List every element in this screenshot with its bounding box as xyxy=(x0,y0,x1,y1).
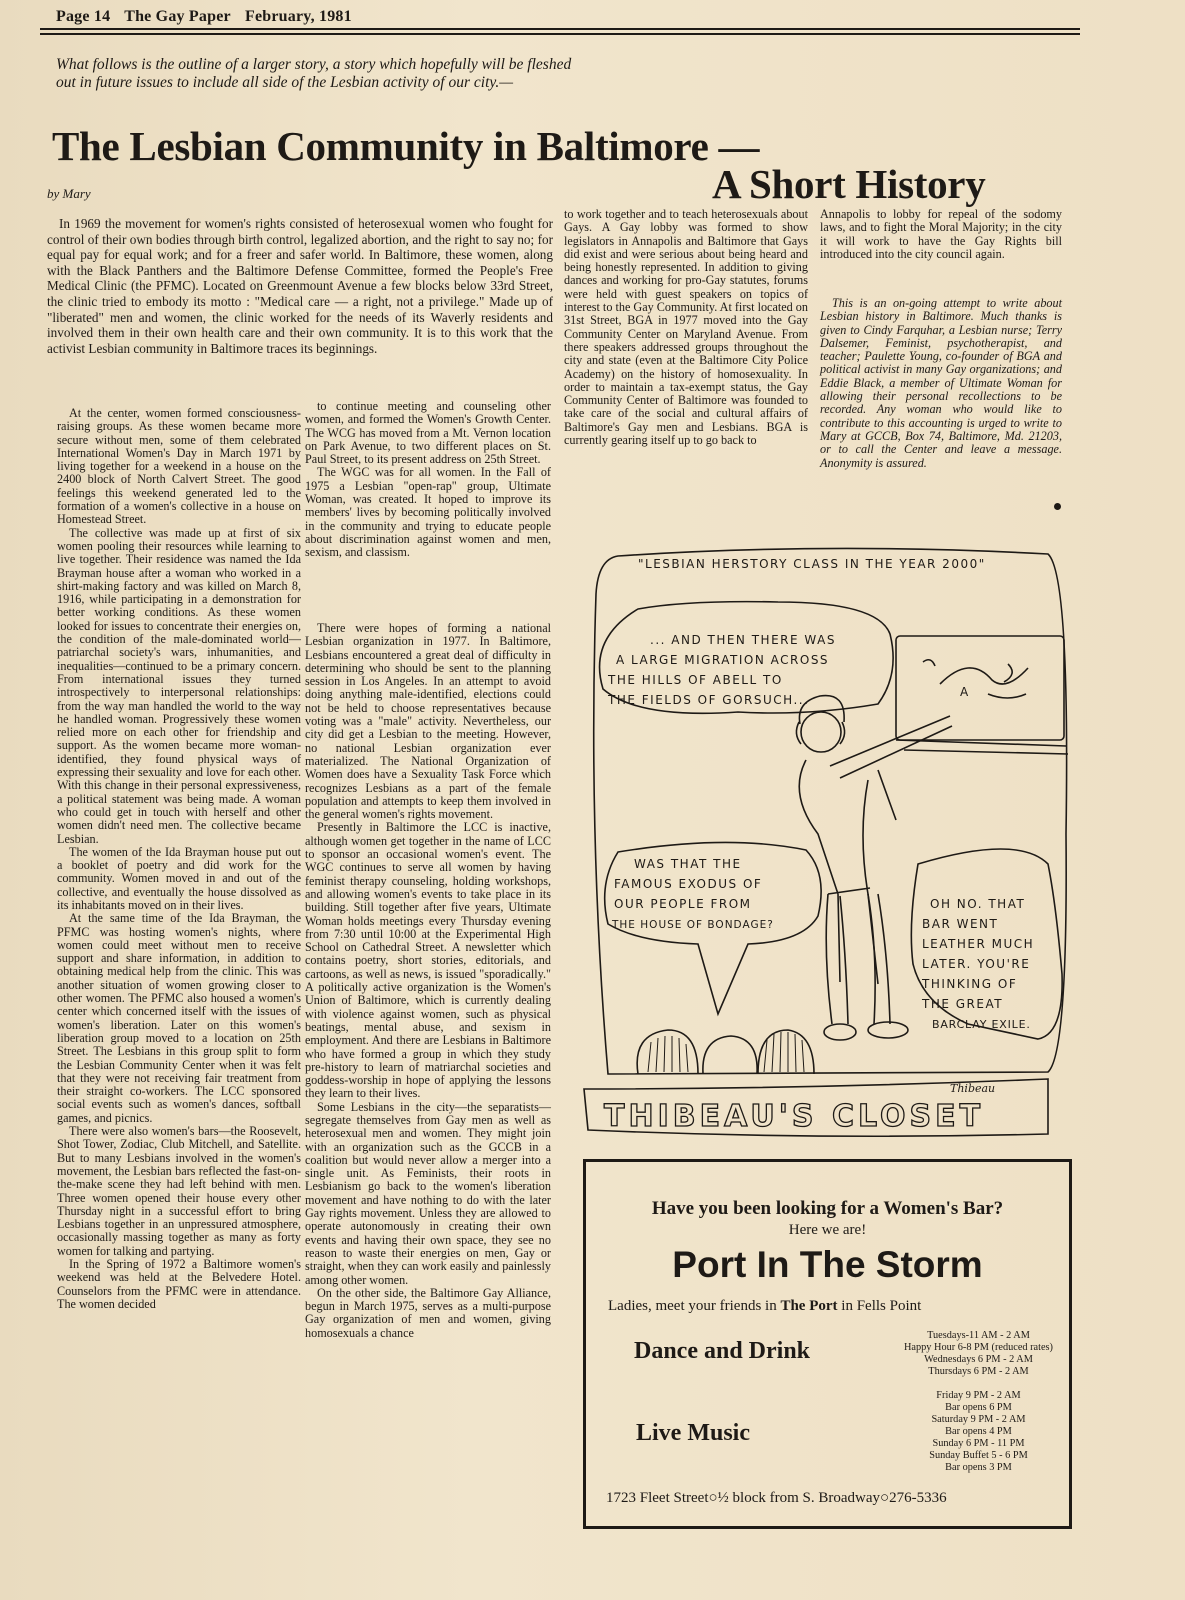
paragraph: At the center, women formed consciousness-raising groups. As these women became more secure without men, some of them celebrated International Women's Day in March 1971 by living together for a weekend in a house on the 2400 block of North Calvert Street. The good feelings this weekend generated led to the formation of a women's collective in a house on Homestead Street. xyxy=(57,406,301,527)
hours-line: Sunday Buffet 5 - 6 PM xyxy=(929,1450,1028,1461)
acknowledgements xyxy=(820,297,1062,470)
page-header xyxy=(56,8,362,26)
paper-name: The Gay Paper xyxy=(124,8,231,25)
student-head-2 xyxy=(703,1036,757,1074)
column-1 xyxy=(57,407,301,1311)
paragraph: Some Lesbians in the city—the separatists—segregate themselves from Gay men as well as heterosexual men and women. They might join with an organization such as the GCCB in a coalition but would never allow a merger into a single unit. As Feminists, their roots in Lesbianism go back to the women's liberation movement and have nothing to do with the later Gay rights movement. Unless they are allowed to operate autonomously in creating their own events and having their own space, they see no reason to waste their energies on men, Gay or straight, when they can work easily and painlessly among other women. xyxy=(305,1099,551,1287)
board-scribble xyxy=(923,660,1028,698)
chalk-ledge xyxy=(896,740,1068,754)
bubble-2-line: THE HOUSE OF BONDAGE? xyxy=(612,919,774,931)
issue-date: February, 1981 xyxy=(245,8,352,25)
hours-line: Sunday 6 PM - 11 PM xyxy=(932,1438,1025,1449)
teacher-legs xyxy=(826,894,890,1024)
hours-spacer xyxy=(886,1378,1071,1390)
bubble-3-line: LATER. YOU'RE xyxy=(922,957,1031,971)
hours-line: Happy Hour 6-8 PM (reduced rates) xyxy=(904,1342,1053,1353)
hours-line: Wednesdays 6 PM - 2 AM xyxy=(924,1354,1033,1365)
paragraph: Annapolis to lobby for repeal of the sodomy laws, and to fight the Moral Majority; in the city it will work to have the Gay Rights bill introduced into the city council again. xyxy=(820,207,1062,261)
cartoonist-signature: Thibeau xyxy=(950,1082,996,1095)
cartoon-caption: "LESBIAN HERSTORY CLASS IN THE YEAR 2000" xyxy=(638,557,986,571)
cartoon-banner: THIBEAU'S CLOSET xyxy=(604,1099,985,1134)
paragraph: At the same time of the Ida Brayman, the PFMC was hosting women's nights, where women could meet without men to receive support and share information, in addition to obtaining medical help from the clinic. This was another situation of women growing closer to other women. The PFMC also housed a women's center which concerned itself with the issues of women's liberation. Later on this women's liberation group moved to a location on 25th Street. The Lesbians in this group split to form the Lesbian Community Center when it was felt that they were not receiving fair treatment from their straight co-workers. The LCC sponsored social events such as women's dances, softball games, and picnics. xyxy=(57,911,301,1125)
bubble-3-line: BAR WENT xyxy=(922,917,999,931)
student-head-1 xyxy=(637,1030,698,1074)
hours-line: Bar opens 6 PM xyxy=(945,1402,1012,1413)
hours-line: Bar opens 3 PM xyxy=(945,1462,1012,1473)
chalkboard xyxy=(896,636,1064,740)
circle-separator-icon: ○ xyxy=(708,1490,718,1506)
student-head-3 xyxy=(758,1030,814,1074)
teacher-head xyxy=(801,712,841,752)
bubble-1-line: ... AND THEN THERE WAS xyxy=(650,633,836,647)
hours-line: Bar opens 4 PM xyxy=(945,1426,1012,1437)
ad-location-note: ½ block from S. Broadway xyxy=(717,1490,881,1506)
bubble-2-line: FAMOUS EXODUS OF xyxy=(614,877,763,891)
ad-music: Live Music xyxy=(636,1420,750,1446)
cartoon-illustration xyxy=(578,534,1078,1142)
paragraph: to work together and to teach heterosexuals about Gays. A Gay lobby was formed to show legislators in Annapolis and Baltimore that Gays did exist and were serious about being heard and being honestly represented. In addition to giving dances and working for pro-Gay statutes, forums were held with guest speakers on topics of interest to the Gay Community. At first located on 31st Street, BGA in 1977 moved into the Gay Community Center on Maryland Avenue. From there speakers addressed groups throughout the city and state (even at the Baltimore City Police Academy) on the history of homosexuality. In order to maintain a tax-exempt status, the Gay Community Center of Baltimore was founded to take care of the social and cultural affairs of Baltimore's Gay men and Lesbians. BGA is currently gearing itself up to go back to xyxy=(564,207,808,448)
hours-line: Saturday 9 PM - 2 AM xyxy=(931,1414,1026,1425)
bubble-2-text xyxy=(611,857,774,931)
teacher-shoe-left xyxy=(824,1024,856,1040)
bubble-2-line: OUR PEOPLE FROM xyxy=(614,897,752,911)
page-number: Page 14 xyxy=(56,8,111,25)
bubble-3-line: THINKING OF xyxy=(922,977,1018,991)
end-mark xyxy=(1054,503,1061,510)
paragraph: There were hopes of forming a national Lesbian organization in 1977. In Baltimore, Lesbians encountered a great deal of difficulty in determining who should be sent to the planning session in Los Angeles. In an attempt to avoid doing anything male-identified, elections could not be held to choose representatives because voting was a "male" activity. Nevertheless, our city did get a Lesbian to the meeting. However, no national Lesbian organization ever materialized. The National Organization of Women does have a Sexuality Task Force which recognizes Lesbians as a part of the female population and attempts to keep them involved in the general women's rights movement. xyxy=(305,621,551,822)
paragraph: This is an on-going attempt to write about Lesbian history in Baltimore. Much thanks is given to Cindy Farquhar, a Lesbian nurse; Terry Dalsemer, Feminist, psychotherapist, and teacher; Paulette Young, co-founder of BGA and political activist in many Gay organizations; and Eddie Black, a member of Ultimate Woman for allowing their personal recollections to be recorded. Any woman who would like to contribute to this accounting is urged to write to Mary at GCCB, Box 74, Baltimore, Md. 21203, or to call the Center and leave a message. Anonymity is assured. xyxy=(820,296,1062,470)
ad-tagline-post: in Fells Point xyxy=(837,1298,922,1314)
bubble-3-line: OH NO. THAT xyxy=(930,897,1026,911)
paragraph: Presently in Baltimore the LCC is inactive, although women get together in the name of LCC to sponsor an occasional women's event. The WGC continues to serve all women by having feminist therapy counseling, holding workshops, and allowing women's events to take place in its building. Still together after five years, Ultimate Woman holds meetings every Thursday evening from 7:30 until 10:00 at the Experimental High School on Cathedral Street. A newsletter which contains poetry, short stories, editorials, and cartoons, as well as news, is issued "sporadically." A politically active organization is the Women's Union of Baltimore, which is currently dealing with violence against women, such as physical beatings, mental abuse, and sexism in employment. And there are Lesbians in Baltimore who have formed a group in which they study pre-history to learn of matriarchal societies and goddess-worship in hope of applying the lessons they learn to their lives. xyxy=(305,820,551,1101)
byline: by Mary xyxy=(47,186,91,201)
paragraph: The women of the Ida Brayman house put out a booklet of poetry and did work for the community. Women moved in and out of the collective, and eventually the house dissolved as its inhabitants moved on in their lives. xyxy=(57,844,301,912)
paragraph: On the other side, the Baltimore Gay Alliance, begun in March 1975, serves as a multi-purpose Gay organization of men and women, giving homosexuals a chance xyxy=(305,1285,551,1340)
teacher-arm xyxy=(830,716,952,820)
ad-hours xyxy=(886,1330,1071,1474)
bubble-3-line: THE GREAT xyxy=(922,997,1004,1011)
circle-separator-icon: ○ xyxy=(880,1490,890,1506)
bubble-1-text xyxy=(607,633,836,707)
header-rule-double xyxy=(40,33,1080,35)
advertisement-port-in-the-storm xyxy=(583,1159,1072,1529)
ad-headline: Have you been looking for a Women's Bar? xyxy=(651,1198,1004,1219)
header-rule xyxy=(40,28,1080,30)
ad-address-line xyxy=(606,1490,947,1507)
ad-tagline-pre: Ladies, meet your friends in xyxy=(608,1298,781,1314)
board-label: A xyxy=(960,685,970,699)
column-2-top xyxy=(305,400,551,560)
student-hair-strokes xyxy=(648,1032,804,1072)
bubble-3-text xyxy=(921,897,1034,1031)
ad-subhead: Here we are! xyxy=(788,1222,867,1238)
ad-tagline xyxy=(608,1298,921,1315)
hours-line: Thursdays 6 PM - 2 AM xyxy=(928,1366,1029,1377)
hours-line: Tuesdays-11 AM - 2 AM xyxy=(927,1330,1030,1341)
column-3 xyxy=(564,208,808,447)
bubble-3-line: LEATHER MUCH xyxy=(922,937,1035,951)
bubble-1-line: THE FIELDS OF GORSUCH... xyxy=(608,693,810,707)
cartoon-frame xyxy=(594,548,1067,1074)
ad-address: 1723 Fleet Street xyxy=(606,1490,709,1506)
lead-paragraph xyxy=(47,216,553,356)
column-4 xyxy=(820,208,1062,261)
paragraph: to continue meeting and counseling other women, and formed the Women's Growth Center. The WCG has moved from a Mt. Vernon location on Park Avenue, to two different places on St. Paul Street, to its present address on 25th Street. xyxy=(305,399,551,467)
column-2-bottom xyxy=(305,622,551,1340)
hours-line: Friday 9 PM - 2 AM xyxy=(936,1390,1021,1401)
headline-sub: A Short History xyxy=(712,161,986,207)
ad-dance: Dance and Drink xyxy=(634,1338,811,1364)
bubble-2-line: WAS THAT THE xyxy=(634,857,742,871)
paragraph: There were also women's bars—the Roosevelt, Shot Tower, Zodiac, Club Mitchell, and Satellite. But to many Lesbians involved in the women's movement, the Lesbian bars reflected the fast-on-the-make scene they had left behind with men. Three women opened their house every other Thursday night in a successful effort to bring Lesbians together in an unpressured atmosphere, occasionally massing together as many as forty women for talking and partying. xyxy=(57,1124,301,1258)
paragraph: In 1969 the movement for women's rights consisted of heterosexual women who fought for control of their own bodies through birth control, legalized abortion, and the right to say no; for equal pay for equal work; and for a freer and safer world. In Baltimore, these women, along with the Black Panthers and the Baltimore Defense Committee, formed the People's Free Medical Clinic (the PFMC). Located on Greenmount Avenue a few blocks below 33rd Street, the clinic tried to embody its motto : "Medical care — a right, not a privilege." Made up of "liberated" men and women, the clinic worked for the needs of its Waverly residents and involved them in their own health care and their own community. It is to this work that the activist Lesbian community in Baltimore traces its beginnings. xyxy=(47,216,553,356)
ad-phone: 276-5336 xyxy=(889,1490,947,1506)
ad-bar-name: Port In The Storm xyxy=(672,1244,983,1285)
headline: The Lesbian Community in Baltimore — xyxy=(52,123,760,169)
paragraph: The WGC was for all women. In the Fall of 1975 a Lesbian "open-rap" group, Ultimate Woman, was created. It hoped to improve its members' lives by becoming politically involved in the community and trying to educate people about discrimination against women and men, sexism, and classism. xyxy=(305,465,551,560)
ad-tagline-bold: The Port xyxy=(780,1298,838,1314)
bubble-1-line: THE HILLS OF ABELL TO xyxy=(608,673,783,687)
teacher-body xyxy=(799,760,878,984)
bubble-1-line: A LARGE MIGRATION ACROSS xyxy=(616,653,830,667)
editor-intro: What follows is the outline of a larger story, a story which hopefully will be fleshed out in future issues to include all side of the Lesbian activity of our city.— xyxy=(56,56,572,91)
paragraph: The collective was made up at first of six women pooling their resources while learning to live together. Their residence was named the Ida Brayman house after a woman who worked in a shirt-making factory and was killed on March 8, 1916, while participating in a demonstration for better working conditions. As these women looked for issues to concentrate their energies on, the condition of the male-dominated world—patriarchal society's wars, inhumanities, and inequalities—continued to be a primary concern. From international issues they turned introspectively to interpersonal relationships: from the way man handled the world to the way he handled woman. Progressively these women relied more on each other for friendship and support. As the women became more woman-identified, they found physical ways of expressing their sexuality and love for each other. With this change in their personal expressiveness, a political statement was being made. A woman who could get in touch with herself and other women didn't need men. The collective became Lesbian. xyxy=(57,525,301,846)
bubble-3-line: BARCLAY EXILE. xyxy=(932,1018,1031,1031)
teacher-shoe-right xyxy=(868,1022,908,1038)
paragraph: In the Spring of 1972 a Baltimore women's weekend was held at the Belvedere Hotel. Counselors from the PFMC were in attendance. The women decided xyxy=(57,1257,301,1311)
